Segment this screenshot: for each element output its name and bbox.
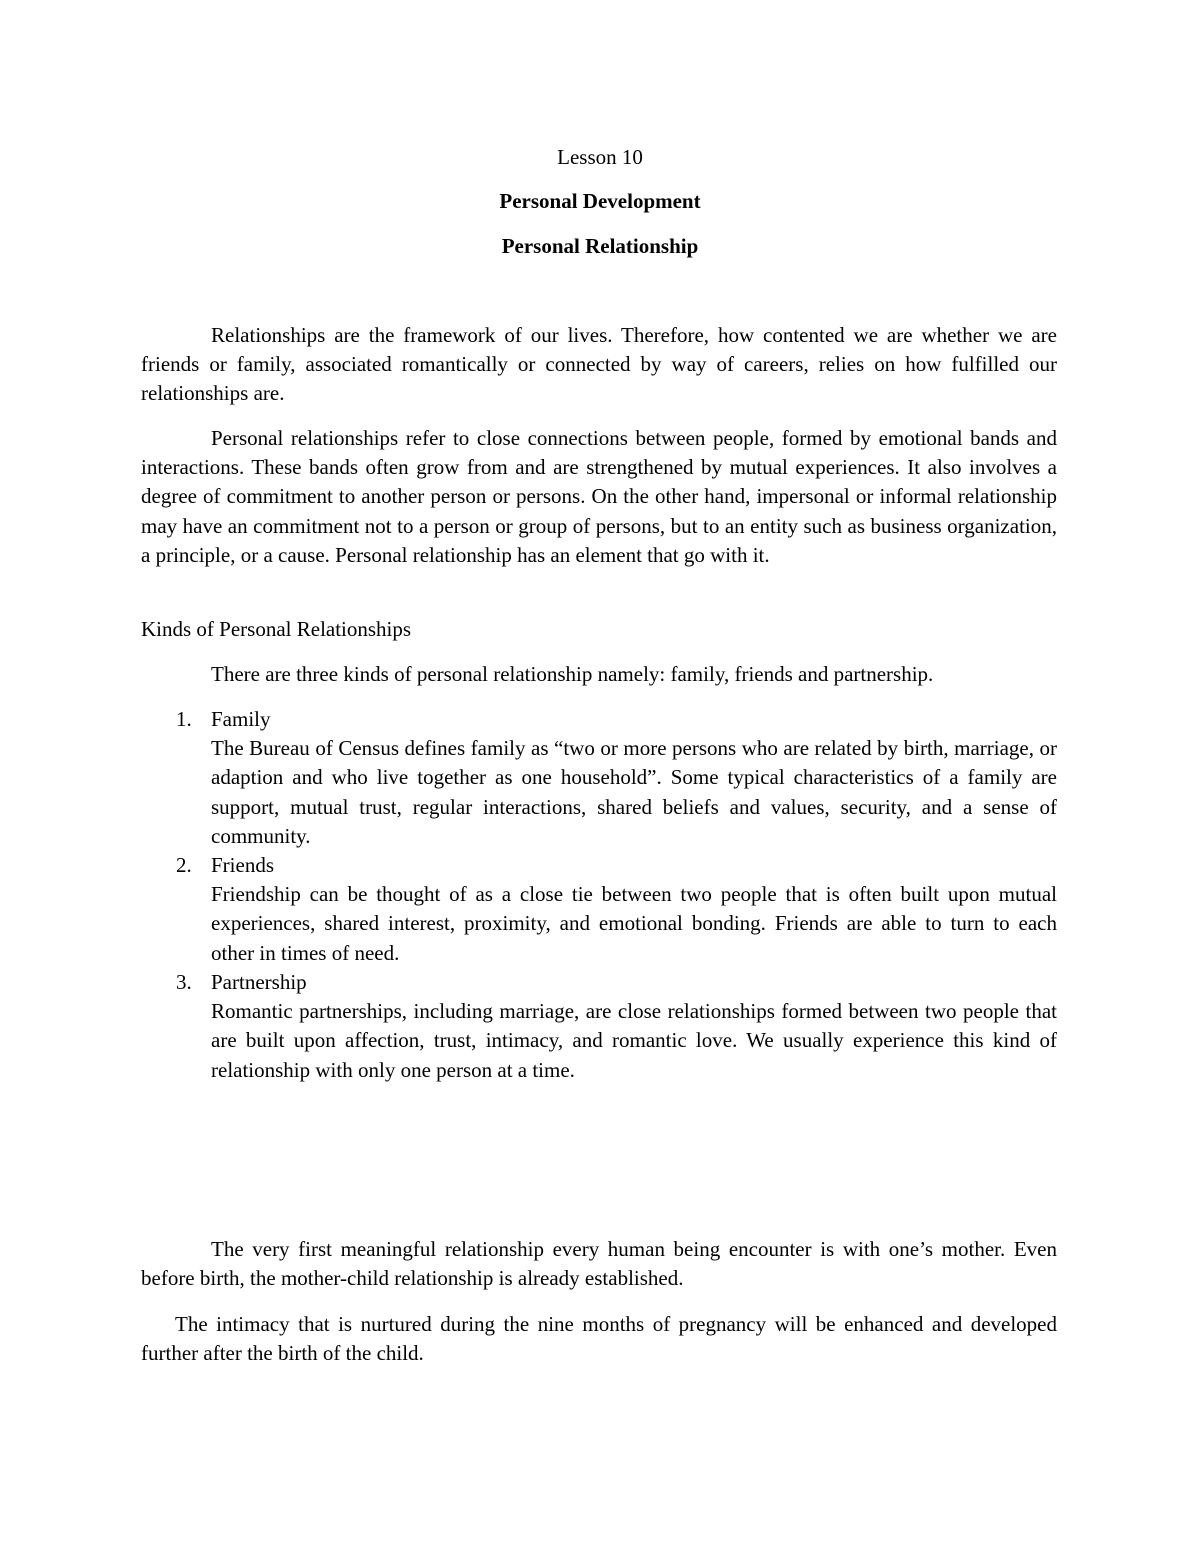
list-body [211, 705, 1057, 851]
list-item-friends [141, 851, 1057, 968]
list-title: Family [211, 707, 271, 731]
intro-paragraph: Relationships are the framework of our lives. Therefore, how contented we are whether we are friends or family, associated romantically or connected by way of careers, relies on how fulfilled our relationships are. [141, 323, 1057, 406]
list-number: 2. [176, 853, 192, 877]
list-number: 1. [176, 707, 192, 731]
list-title: Partnership [211, 970, 307, 994]
subject-title: Personal Development [499, 189, 701, 213]
topic-title: Personal Relationship [501, 234, 699, 258]
list-text: Romantic partnerships, including marriage, are close relationships formed between two people that are built upon affection, trust, intimacy, and romantic love. We usually experience this kind of relationship with only one person at a time. [211, 999, 1057, 1082]
kinds-intro: There are three kinds of personal relationship namely: family, friends and partnership. [211, 662, 934, 686]
list-text: The Bureau of Census defines family as “two or more persons who are related by birth, marriage, or adaption and who live together as one household”. Some typical characteristics of a family are support, mutual trust, regular interactions, shared beliefs and values, security, and a sense of community. [211, 736, 1057, 848]
definition-paragraph: Personal relationships refer to close connections between people, formed by emotional bands and interactions. These bands often grow from and are strengthened by mutual experiences. It also involves a degree of commitment to another person or persons. On the other hand, impersonal or informal relationship may have an commitment not to a person or group of persons, but to an entity such as business organization, a principle, or a cause. Personal relationship has an element that go with it. [141, 426, 1057, 567]
list-item-family [141, 705, 1057, 851]
section-heading: Kinds of Personal Relationships [141, 617, 412, 641]
list-title: Friends [211, 853, 274, 877]
list-number: 3. [176, 970, 192, 994]
list-body [211, 851, 1057, 968]
list-body [211, 968, 1057, 1085]
list-item-partnership [141, 968, 1057, 1085]
closing-paragraph-1: The very first meaningful relationship every human being encounter is with one’s mother. Even before birth, the mother-child relationship is already established. [141, 1237, 1057, 1291]
lesson-label: Lesson 10 [557, 145, 643, 169]
list-text: Friendship can be thought of as a close tie between two people that is often built upon mutual experiences, shared interest, proximity, and emotional bonding. Friends are able to turn to each other in times of need. [211, 882, 1057, 965]
closing-paragraph-2: The intimacy that is nurtured during the nine months of pregnancy will be enhanced and developed further after the birth of the child. [141, 1312, 1057, 1366]
